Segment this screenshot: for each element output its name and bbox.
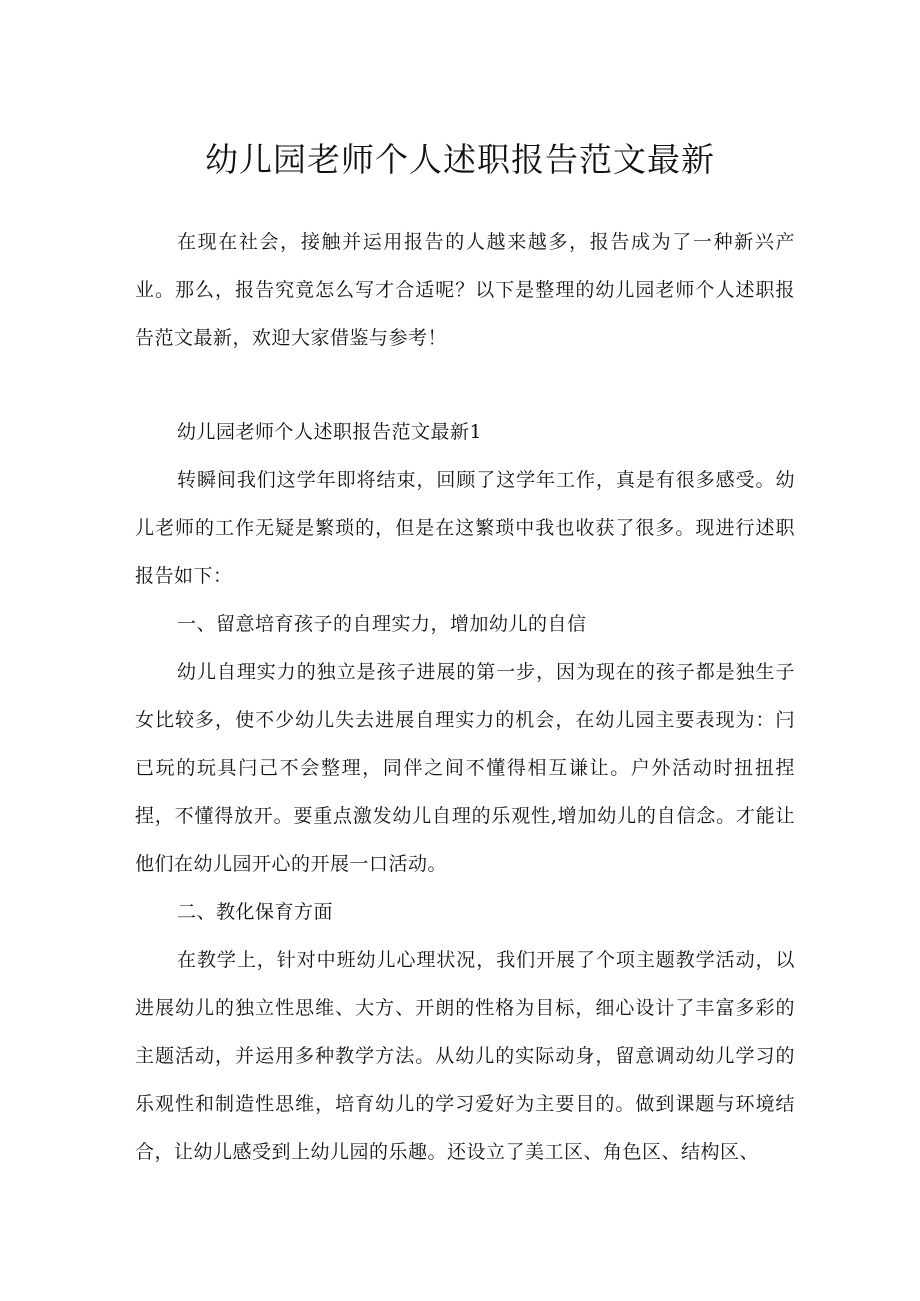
paragraph-self-care: 幼儿自理实力的独立是孩子进展的第一步，因为现在的孩子都是独生子女比较多，使不少幼儿失去进展自理实力的机会，在幼儿园主要表现为：闩已玩的玩具闩己不会整理，同伴之间不懂得相互谦让。户外活动时扭扭捏捏，不懂得放开。要重点激发幼儿自理的乐观性,增加幼儿的自信念。才能让他们在幼儿园开心的开展一口活动。	[135, 661, 795, 875]
document-title: 幼儿园老师个人述职报告范文最新	[205, 140, 715, 179]
subheading-education: 二、教化保育方面	[177, 901, 334, 923]
section-title: 幼儿园老师个人述职报告范文最新1	[177, 421, 483, 443]
subheading-self-care: 一、留意培育孩子的自理实力，增加幼儿的自信	[177, 613, 587, 635]
paragraph-opening: 转瞬间我们这学年即将结束，回顾了这学年工作，真是有很多感受。幼儿老师的工作无疑是繁琐的，但是在这繁琐中我也收获了很多。现进行述职报告如下：	[135, 469, 795, 587]
paragraph-education: 在教学上，针对中班幼儿心理状况，我们开展了个项主题教学活动，以进展幼儿的独立性思维、大方、开朗的性格为目标，细心设计了丰富多彩的主题活动，并运用多种教学方法。从幼儿的实际动身，留意调动幼儿学习的乐观性和制造性思维，培育幼儿的学习爱好为主要目的。做到课题与环境结合，让幼儿感受到上幼儿园的乐趣。还设立了美工区、角色区、结构区、	[135, 949, 795, 1163]
document-body	[135, 218, 795, 1176]
intro-paragraph: 在现在社会，接触并运用报告的人越来越多，报告成为了一种新兴产业。那么，报告究竟怎么写才合适呢？以下是整理的幼儿园老师个人述职报告范文最新，欢迎大家借鉴与参考！	[135, 231, 795, 349]
